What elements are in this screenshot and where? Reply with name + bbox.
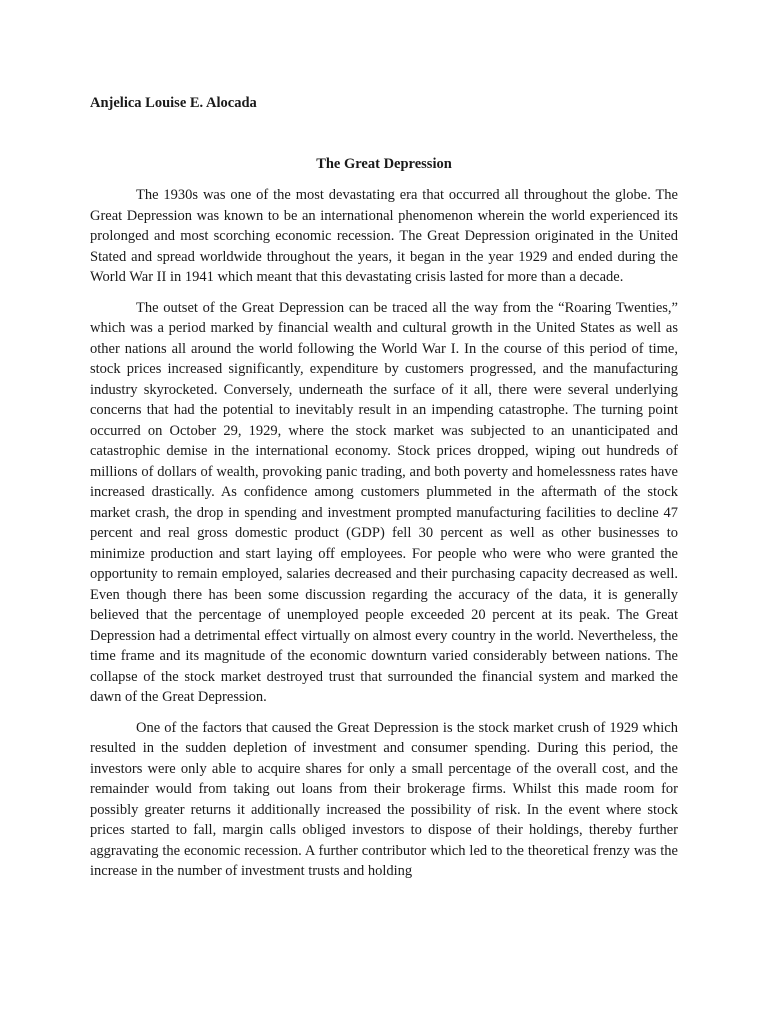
body-paragraph-1: The 1930s was one of the most devastating era that occurred all throughout the globe. The Great Depression was known to be an international phenomenon wherein the world experienced its prolonged and most scorching economic recession. The Great Depression originated in the United Stated and spread worldwide throughout the years, it began in the year 1929 and ended during the World War II in 1941 which meant that this devastating crisis lasted for more than a decade.	[90, 187, 678, 285]
document-body	[90, 185, 678, 892]
document-title: The Great Depression	[316, 156, 452, 172]
author-name: Anjelica Louise E. Alocada	[90, 95, 257, 111]
body-paragraph-3: One of the factors that caused the Great Depression is the stock market crush of 1929 which resulted in the sudden depletion of investment and consumer spending. During this period, the investors were only able to acquire shares for only a small percentage of the overall cost, and the remainder would from taking out loans from their brokerage firms. Whilst this made room for possibly greater returns it additionally increased the possibility of risk. In the event where stock prices started to fall, margin calls obliged investors to dispose of their holdings, thereby further aggravating the economic recession. A further contributor which led to the theoretical frenzy was the increase in the number of investment trusts and holding	[90, 719, 678, 879]
body-paragraph-2: The outset of the Great Depression can be traced all the way from the “Roaring Twenties,” which was a period marked by financial wealth and cultural growth in the United States as well as other nations all around the world following the World War I. In the course of this period of time, stock prices increased significantly, expenditure by customers progressed, and the manufacturing industry skyrocketed. Conversely, underneath the surface of it all, there were several underlying concerns that had the potential to inevitably result in an impending catastrophe. The turning point occurred on October 29, 1929, where the stock market was subjected to an unanticipated and catastrophic demise in the international economy. Stock prices dropped, wiping out hundreds of millions of dollars of wealth, provoking panic trading, and both poverty and homelessness rates have increased drastically. As confidence among customers plummeted in the aftermath of the stock market crash, the drop in spending and investment prompted manufacturing facilities to decline 47 percent and real gross domestic product (GDP) fell 30 percent as well as other businesses to minimize production and start laying off employees. For people who were who were granted the opportunity to remain employed, salaries decreased and their purchasing capacity decreased as well. Even though there has been some discussion regarding the accuracy of the data, it is generally believed that the percentage of unemployed people exceeded 20 percent at its peak. The Great Depression had a detrimental effect virtually on almost every country in the world. Nevertheless, the time frame and its magnitude of the economic downturn varied considerably between nations. The collapse of the stock market destroyed trust that surrounded the financial system and marked the dawn of the Great Depression.	[90, 299, 678, 705]
